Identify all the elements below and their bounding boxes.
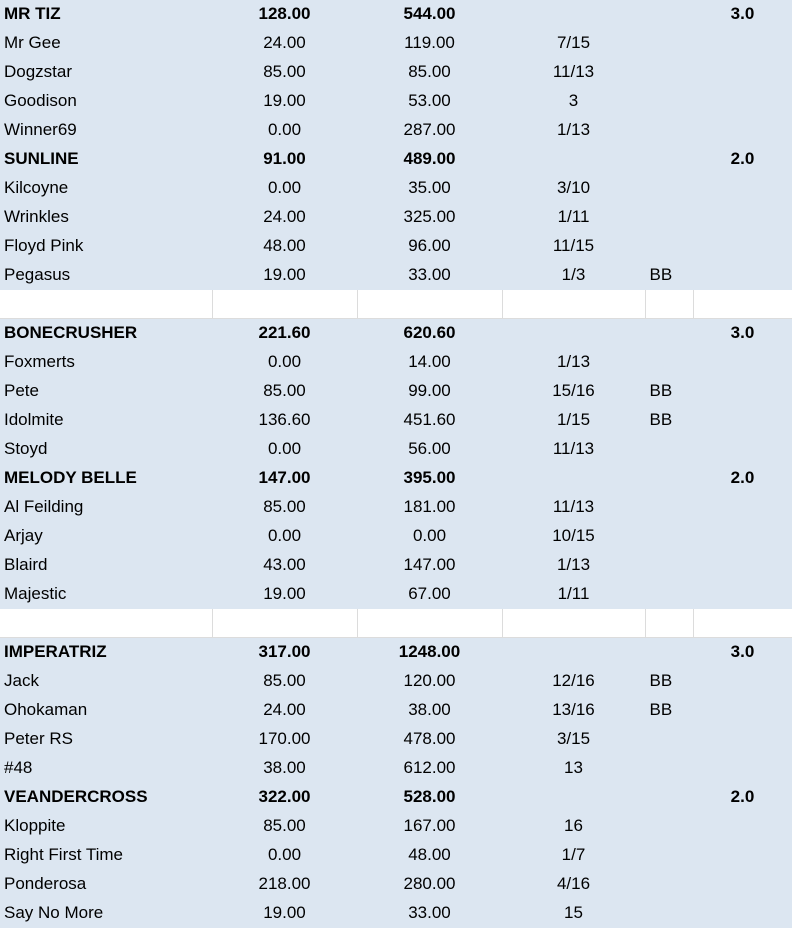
player-total-points-cell[interactable]: 99.00 [357, 377, 502, 406]
player-position-cell[interactable]: 1/11 [502, 203, 645, 232]
player-week-points-cell[interactable]: 19.00 [212, 580, 357, 609]
team-flag-cell[interactable] [645, 464, 693, 493]
player-score-cell[interactable] [693, 725, 792, 754]
player-score-cell[interactable] [693, 377, 792, 406]
player-row [0, 58, 792, 87]
player-position-cell[interactable]: 1/15 [502, 406, 645, 435]
player-week-points-cell[interactable]: 0.00 [212, 435, 357, 464]
player-flag-cell[interactable] [645, 174, 693, 203]
player-flag-cell[interactable] [645, 203, 693, 232]
team-score-cell[interactable]: 2.0 [693, 464, 792, 493]
player-flag-cell[interactable] [645, 812, 693, 841]
player-name-cell[interactable]: Majestic [0, 580, 212, 609]
player-flag-cell[interactable] [645, 754, 693, 783]
player-flag-cell[interactable] [645, 870, 693, 899]
player-total-points-cell[interactable]: 287.00 [357, 116, 502, 145]
player-week-points-cell[interactable]: 170.00 [212, 725, 357, 754]
player-week-points-cell[interactable]: 19.00 [212, 87, 357, 116]
player-flag-cell[interactable] [645, 841, 693, 870]
team-score-cell[interactable]: 3.0 [693, 638, 792, 667]
player-week-points-cell[interactable]: 0.00 [212, 522, 357, 551]
team-points-cell[interactable]: 544.00 [357, 0, 502, 29]
player-total-points-cell[interactable]: 56.00 [357, 435, 502, 464]
empty-cell[interactable] [645, 609, 693, 638]
player-position-cell[interactable]: 1/13 [502, 551, 645, 580]
team-position-cell[interactable] [502, 783, 645, 812]
player-flag-cell[interactable] [645, 435, 693, 464]
empty-cell[interactable] [0, 290, 212, 319]
empty-cell[interactable] [212, 609, 357, 638]
player-row [0, 841, 792, 870]
player-position-cell[interactable]: 12/16 [502, 667, 645, 696]
team-total-cell[interactable]: 317.00 [212, 638, 357, 667]
team-score-cell[interactable]: 3.0 [693, 0, 792, 29]
team-total-cell[interactable]: 147.00 [212, 464, 357, 493]
player-row [0, 899, 792, 928]
team-header-row [0, 638, 792, 667]
player-score-cell[interactable] [693, 522, 792, 551]
player-flag-cell[interactable]: BB [645, 377, 693, 406]
team-name-cell[interactable]: MR TIZ [0, 0, 212, 29]
team-position-cell[interactable] [502, 145, 645, 174]
spacer-row [0, 290, 792, 319]
team-flag-cell[interactable] [645, 0, 693, 29]
team-total-cell[interactable]: 221.60 [212, 319, 357, 348]
player-flag-cell[interactable] [645, 29, 693, 58]
player-week-points-cell[interactable]: 24.00 [212, 696, 357, 725]
player-week-points-cell[interactable]: 0.00 [212, 841, 357, 870]
player-name-cell[interactable]: Kilcoyne [0, 174, 212, 203]
player-position-cell[interactable]: 16 [502, 812, 645, 841]
player-total-points-cell[interactable]: 96.00 [357, 232, 502, 261]
player-week-points-cell[interactable]: 85.00 [212, 58, 357, 87]
player-row [0, 348, 792, 377]
empty-cell[interactable] [645, 290, 693, 319]
player-week-points-cell[interactable]: 24.00 [212, 29, 357, 58]
player-score-cell[interactable] [693, 116, 792, 145]
player-flag-cell[interactable]: BB [645, 667, 693, 696]
player-score-cell[interactable] [693, 696, 792, 725]
player-position-cell[interactable]: 10/15 [502, 522, 645, 551]
team-points-cell[interactable]: 620.60 [357, 319, 502, 348]
player-row [0, 29, 792, 58]
player-name-cell[interactable]: Peter RS [0, 725, 212, 754]
player-score-cell[interactable] [693, 551, 792, 580]
player-name-cell[interactable]: Foxmerts [0, 348, 212, 377]
player-name-cell[interactable]: Pegasus [0, 261, 212, 290]
player-position-cell[interactable]: 3/10 [502, 174, 645, 203]
spacer-row [0, 609, 792, 638]
player-week-points-cell[interactable]: 85.00 [212, 812, 357, 841]
player-name-cell[interactable]: #48 [0, 754, 212, 783]
player-score-cell[interactable] [693, 29, 792, 58]
player-position-cell[interactable]: 1/7 [502, 841, 645, 870]
player-week-points-cell[interactable]: 19.00 [212, 899, 357, 928]
player-name-cell[interactable]: Say No More [0, 899, 212, 928]
empty-cell[interactable] [357, 609, 502, 638]
player-week-points-cell[interactable]: 136.60 [212, 406, 357, 435]
player-total-points-cell[interactable]: 478.00 [357, 725, 502, 754]
team-name-cell[interactable]: IMPERATRIZ [0, 638, 212, 667]
player-flag-cell[interactable] [645, 899, 693, 928]
player-score-cell[interactable] [693, 406, 792, 435]
team-points-cell[interactable]: 395.00 [357, 464, 502, 493]
player-flag-cell[interactable] [645, 551, 693, 580]
player-position-cell[interactable]: 1/13 [502, 116, 645, 145]
empty-cell[interactable] [502, 290, 645, 319]
player-total-points-cell[interactable]: 67.00 [357, 580, 502, 609]
player-week-points-cell[interactable]: 38.00 [212, 754, 357, 783]
team-header-row [0, 145, 792, 174]
player-row [0, 406, 792, 435]
player-row [0, 812, 792, 841]
team-position-cell[interactable] [502, 464, 645, 493]
team-header-row [0, 464, 792, 493]
player-flag-cell[interactable]: BB [645, 261, 693, 290]
player-score-cell[interactable] [693, 203, 792, 232]
player-name-cell[interactable]: Al Feilding [0, 493, 212, 522]
player-flag-cell[interactable] [645, 348, 693, 377]
team-total-cell[interactable]: 91.00 [212, 145, 357, 174]
player-flag-cell[interactable] [645, 116, 693, 145]
player-name-cell[interactable]: Floyd Pink [0, 232, 212, 261]
player-week-points-cell[interactable]: 43.00 [212, 551, 357, 580]
player-total-points-cell[interactable]: 120.00 [357, 667, 502, 696]
player-position-cell[interactable]: 15/16 [502, 377, 645, 406]
player-name-cell[interactable]: Ponderosa [0, 870, 212, 899]
player-total-points-cell[interactable]: 33.00 [357, 261, 502, 290]
team-points-cell[interactable]: 528.00 [357, 783, 502, 812]
player-score-cell[interactable] [693, 348, 792, 377]
player-total-points-cell[interactable]: 33.00 [357, 899, 502, 928]
player-score-cell[interactable] [693, 174, 792, 203]
player-row [0, 261, 792, 290]
team-points-cell[interactable]: 489.00 [357, 145, 502, 174]
empty-cell[interactable] [502, 609, 645, 638]
player-total-points-cell[interactable]: 14.00 [357, 348, 502, 377]
player-week-points-cell[interactable]: 218.00 [212, 870, 357, 899]
player-flag-cell[interactable]: BB [645, 696, 693, 725]
player-row [0, 870, 792, 899]
player-total-points-cell[interactable]: 167.00 [357, 812, 502, 841]
player-name-cell[interactable]: Mr Gee [0, 29, 212, 58]
player-score-cell[interactable] [693, 232, 792, 261]
player-score-cell[interactable] [693, 580, 792, 609]
player-name-cell[interactable]: Right First Time [0, 841, 212, 870]
player-name-cell[interactable]: Ohokaman [0, 696, 212, 725]
player-total-points-cell[interactable]: 48.00 [357, 841, 502, 870]
player-name-cell[interactable]: Jack [0, 667, 212, 696]
team-score-cell[interactable]: 2.0 [693, 783, 792, 812]
player-total-points-cell[interactable]: 325.00 [357, 203, 502, 232]
player-name-cell[interactable]: Dogzstar [0, 58, 212, 87]
team-header-row [0, 783, 792, 812]
player-position-cell[interactable]: 11/15 [502, 232, 645, 261]
player-week-points-cell[interactable]: 85.00 [212, 377, 357, 406]
player-row [0, 203, 792, 232]
player-position-cell[interactable]: 15 [502, 899, 645, 928]
empty-cell[interactable] [693, 290, 792, 319]
player-score-cell[interactable] [693, 841, 792, 870]
team-flag-cell[interactable] [645, 638, 693, 667]
team-header-row [0, 0, 792, 29]
player-row [0, 87, 792, 116]
player-position-cell[interactable]: 1/11 [502, 580, 645, 609]
team-total-cell[interactable]: 128.00 [212, 0, 357, 29]
team-header-row [0, 319, 792, 348]
team-flag-cell[interactable] [645, 145, 693, 174]
team-position-cell[interactable] [502, 638, 645, 667]
player-score-cell[interactable] [693, 493, 792, 522]
player-row [0, 493, 792, 522]
player-flag-cell[interactable] [645, 232, 693, 261]
team-position-cell[interactable] [502, 319, 645, 348]
player-row [0, 522, 792, 551]
player-row [0, 696, 792, 725]
player-row [0, 435, 792, 464]
player-position-cell[interactable]: 1/13 [502, 348, 645, 377]
player-week-points-cell[interactable]: 85.00 [212, 493, 357, 522]
player-row [0, 725, 792, 754]
player-total-points-cell[interactable]: 280.00 [357, 870, 502, 899]
player-name-cell[interactable]: Goodison [0, 87, 212, 116]
empty-cell[interactable] [357, 290, 502, 319]
player-row [0, 667, 792, 696]
player-flag-cell[interactable] [645, 58, 693, 87]
player-score-cell[interactable] [693, 812, 792, 841]
player-score-cell[interactable] [693, 261, 792, 290]
player-total-points-cell[interactable]: 147.00 [357, 551, 502, 580]
player-position-cell[interactable]: 13/16 [502, 696, 645, 725]
player-score-cell[interactable] [693, 87, 792, 116]
player-score-cell[interactable] [693, 754, 792, 783]
player-flag-cell[interactable]: BB [645, 406, 693, 435]
player-name-cell[interactable]: Idolmite [0, 406, 212, 435]
player-score-cell[interactable] [693, 899, 792, 928]
player-position-cell[interactable]: 11/13 [502, 58, 645, 87]
player-position-cell[interactable]: 11/13 [502, 435, 645, 464]
player-name-cell[interactable]: Wrinkles [0, 203, 212, 232]
player-score-cell[interactable] [693, 58, 792, 87]
player-score-cell[interactable] [693, 435, 792, 464]
player-row [0, 580, 792, 609]
team-score-cell[interactable]: 3.0 [693, 319, 792, 348]
player-total-points-cell[interactable]: 38.00 [357, 696, 502, 725]
player-name-cell[interactable]: Pete [0, 377, 212, 406]
player-week-points-cell[interactable]: 24.00 [212, 203, 357, 232]
player-position-cell[interactable]: 11/13 [502, 493, 645, 522]
player-position-cell[interactable]: 7/15 [502, 29, 645, 58]
team-flag-cell[interactable] [645, 783, 693, 812]
player-row [0, 551, 792, 580]
player-week-points-cell[interactable]: 48.00 [212, 232, 357, 261]
player-total-points-cell[interactable]: 119.00 [357, 29, 502, 58]
player-name-cell[interactable]: Kloppite [0, 812, 212, 841]
player-total-points-cell[interactable]: 612.00 [357, 754, 502, 783]
player-position-cell[interactable]: 1/3 [502, 261, 645, 290]
team-total-cell[interactable]: 322.00 [212, 783, 357, 812]
player-row [0, 174, 792, 203]
player-flag-cell[interactable] [645, 580, 693, 609]
player-week-points-cell[interactable]: 0.00 [212, 174, 357, 203]
player-total-points-cell[interactable]: 53.00 [357, 87, 502, 116]
player-name-cell[interactable]: Arjay [0, 522, 212, 551]
player-total-points-cell[interactable]: 451.60 [357, 406, 502, 435]
team-score-cell[interactable]: 2.0 [693, 145, 792, 174]
player-row [0, 116, 792, 145]
player-row [0, 754, 792, 783]
player-score-cell[interactable] [693, 667, 792, 696]
player-name-cell[interactable]: Winner69 [0, 116, 212, 145]
player-flag-cell[interactable] [645, 522, 693, 551]
player-total-points-cell[interactable]: 181.00 [357, 493, 502, 522]
player-week-points-cell[interactable]: 0.00 [212, 348, 357, 377]
player-position-cell[interactable]: 3 [502, 87, 645, 116]
player-row [0, 377, 792, 406]
team-name-cell[interactable]: SUNLINE [0, 145, 212, 174]
player-score-cell[interactable] [693, 870, 792, 899]
team-flag-cell[interactable] [645, 319, 693, 348]
team-name-cell[interactable]: MELODY BELLE [0, 464, 212, 493]
player-flag-cell[interactable] [645, 87, 693, 116]
player-name-cell[interactable]: Stoyd [0, 435, 212, 464]
team-name-cell[interactable]: VEANDERCROSS [0, 783, 212, 812]
player-total-points-cell[interactable]: 0.00 [357, 522, 502, 551]
player-week-points-cell[interactable]: 0.00 [212, 116, 357, 145]
team-points-cell[interactable]: 1248.00 [357, 638, 502, 667]
empty-cell[interactable] [0, 609, 212, 638]
player-total-points-cell[interactable]: 85.00 [357, 58, 502, 87]
empty-cell[interactable] [212, 290, 357, 319]
player-total-points-cell[interactable]: 35.00 [357, 174, 502, 203]
player-week-points-cell[interactable]: 85.00 [212, 667, 357, 696]
team-name-cell[interactable]: BONECRUSHER [0, 319, 212, 348]
player-position-cell[interactable]: 13 [502, 754, 645, 783]
team-position-cell[interactable] [502, 0, 645, 29]
player-row [0, 232, 792, 261]
player-position-cell[interactable]: 4/16 [502, 870, 645, 899]
player-name-cell[interactable]: Blaird [0, 551, 212, 580]
player-week-points-cell[interactable]: 19.00 [212, 261, 357, 290]
player-flag-cell[interactable] [645, 493, 693, 522]
empty-cell[interactable] [693, 609, 792, 638]
player-position-cell[interactable]: 3/15 [502, 725, 645, 754]
player-flag-cell[interactable] [645, 725, 693, 754]
